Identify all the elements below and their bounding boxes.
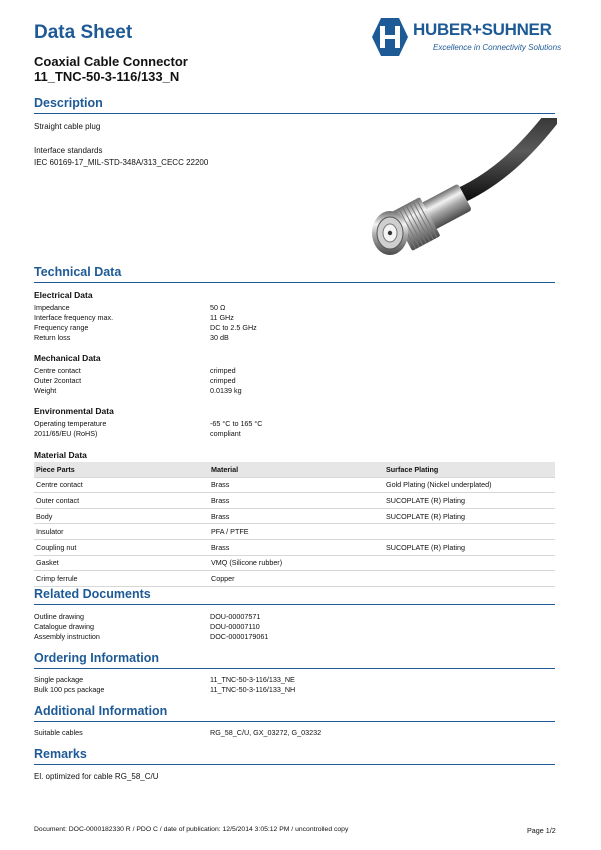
- section-related-documents: Related Documents: [34, 587, 555, 605]
- table-cell: Brass: [211, 542, 230, 552]
- spec-label: Centre contact: [34, 366, 81, 375]
- description-line: IEC 60169-17_MIL-STD-348A/313_CECC 22200: [34, 158, 209, 167]
- table-cell: Brass: [211, 480, 230, 490]
- page-title: Data Sheet: [34, 22, 133, 43]
- logo-tagline: Excellence in Connectivity Solutions: [433, 43, 562, 52]
- document-label: Assembly instruction: [34, 632, 100, 641]
- table-cell: Gasket: [36, 558, 59, 568]
- column-header: Material: [211, 464, 239, 474]
- environmental-data-heading: Environmental Data: [34, 406, 114, 416]
- table-row: [34, 540, 555, 556]
- document-link[interactable]: DOU-00007571: [210, 612, 261, 621]
- ordering-label: Single package: [34, 675, 84, 684]
- table-cell: Insulator: [36, 527, 64, 537]
- section-remarks: Remarks: [34, 747, 555, 765]
- ordering-value: 11_TNC-50-3-116/133_NE: [210, 675, 295, 684]
- electrical-data-heading: Electrical Data: [34, 290, 93, 300]
- spec-label: 2011/65/EU (RoHS): [34, 429, 98, 438]
- table-cell: Coupling nut: [36, 542, 77, 552]
- logo-mark-icon: [371, 17, 409, 57]
- spec-value: crimped: [210, 366, 236, 375]
- table-row: [34, 493, 555, 509]
- document-label: Outline drawing: [34, 612, 84, 621]
- table-cell: Outer contact: [36, 495, 80, 505]
- table-cell: Centre contact: [36, 480, 83, 490]
- material-table: [34, 462, 555, 587]
- table-cell: SUCOPLATE (R) Plating: [386, 511, 465, 521]
- spec-value: -65 °C to 165 °C: [210, 419, 263, 428]
- description-line: Straight cable plug: [34, 122, 101, 131]
- table-row: [34, 478, 555, 494]
- table-cell: Brass: [211, 511, 230, 521]
- spec-label: Interface frequency max.: [34, 313, 114, 322]
- product-type: Coaxial Cable Connector: [34, 54, 188, 69]
- section-description: Description: [34, 96, 555, 114]
- table-header-row: [34, 462, 555, 478]
- table-cell: PFA / PTFE: [211, 527, 249, 537]
- ordering-value: 11_TNC-50-3-116/133_NH: [210, 685, 296, 694]
- spec-value: 30 dB: [210, 333, 229, 342]
- column-header: Surface Plating: [386, 464, 439, 474]
- spec-value: compliant: [210, 429, 241, 438]
- spec-value: DC to 2.5 GHz: [210, 323, 257, 332]
- table-cell: Brass: [211, 495, 230, 505]
- column-header: Piece Parts: [36, 464, 75, 474]
- table-cell: Gold Plating (Nickel underplated): [386, 480, 492, 490]
- material-data-heading: Material Data: [34, 450, 87, 460]
- spec-value: 50 Ω: [210, 303, 226, 312]
- table-cell: SUCOPLATE (R) Plating: [386, 495, 465, 505]
- table-row: [34, 509, 555, 525]
- table-row: [34, 571, 555, 587]
- table-cell: Copper: [211, 573, 235, 583]
- table-row: [34, 524, 555, 540]
- remarks-text: El. optimized for cable RG_58_C/U: [34, 772, 159, 781]
- footer-document-info: Document: DOC-0000182330 R / PDO C / date of publication: 12/5/2014 3:05:12 PM / uncontrolled copy: [34, 826, 349, 833]
- section-additional-information: Additional Information: [34, 704, 555, 722]
- spec-label: Impedance: [34, 303, 70, 312]
- spec-label: Return loss: [34, 333, 71, 342]
- table-cell: Crimp ferrule: [36, 573, 78, 583]
- table-cell: VMQ (Silicone rubber): [211, 558, 283, 568]
- spec-label: Outer 2contact: [34, 376, 82, 385]
- table-row: [34, 556, 555, 572]
- company-logo: [371, 17, 562, 57]
- section-ordering-information: Ordering Information: [34, 651, 555, 669]
- section-technical-data: Technical Data: [34, 265, 555, 283]
- table-cell: Body: [36, 511, 53, 521]
- product-code: 11_TNC-50-3-116/133_N: [34, 69, 180, 84]
- product-image: [360, 118, 557, 263]
- additional-value: RG_58_C/U, GX_03272, G_03232: [210, 728, 322, 737]
- document-link[interactable]: DOU-00007110: [210, 622, 260, 631]
- spec-label: Weight: [34, 386, 57, 395]
- logo-wordmark: HUBER+SUHNER: [413, 20, 552, 39]
- ordering-label: Bulk 100 pcs package: [34, 685, 105, 694]
- spec-value: 11 GHz: [210, 313, 234, 322]
- mechanical-data-heading: Mechanical Data: [34, 353, 101, 363]
- table-cell: SUCOPLATE (R) Plating: [386, 542, 465, 552]
- spec-label: Frequency range: [34, 323, 89, 332]
- additional-label: Suitable cables: [34, 728, 83, 737]
- description-line: Interface standards: [34, 146, 103, 155]
- document-link[interactable]: DOC-0000179061: [210, 632, 269, 641]
- spec-value: 0.0139 kg: [210, 386, 242, 395]
- page-number: Page 1/2: [527, 826, 556, 835]
- spec-value: crimped: [210, 376, 236, 385]
- spec-label: Operating temperature: [34, 419, 107, 428]
- document-label: Catalogue drawing: [34, 622, 94, 631]
